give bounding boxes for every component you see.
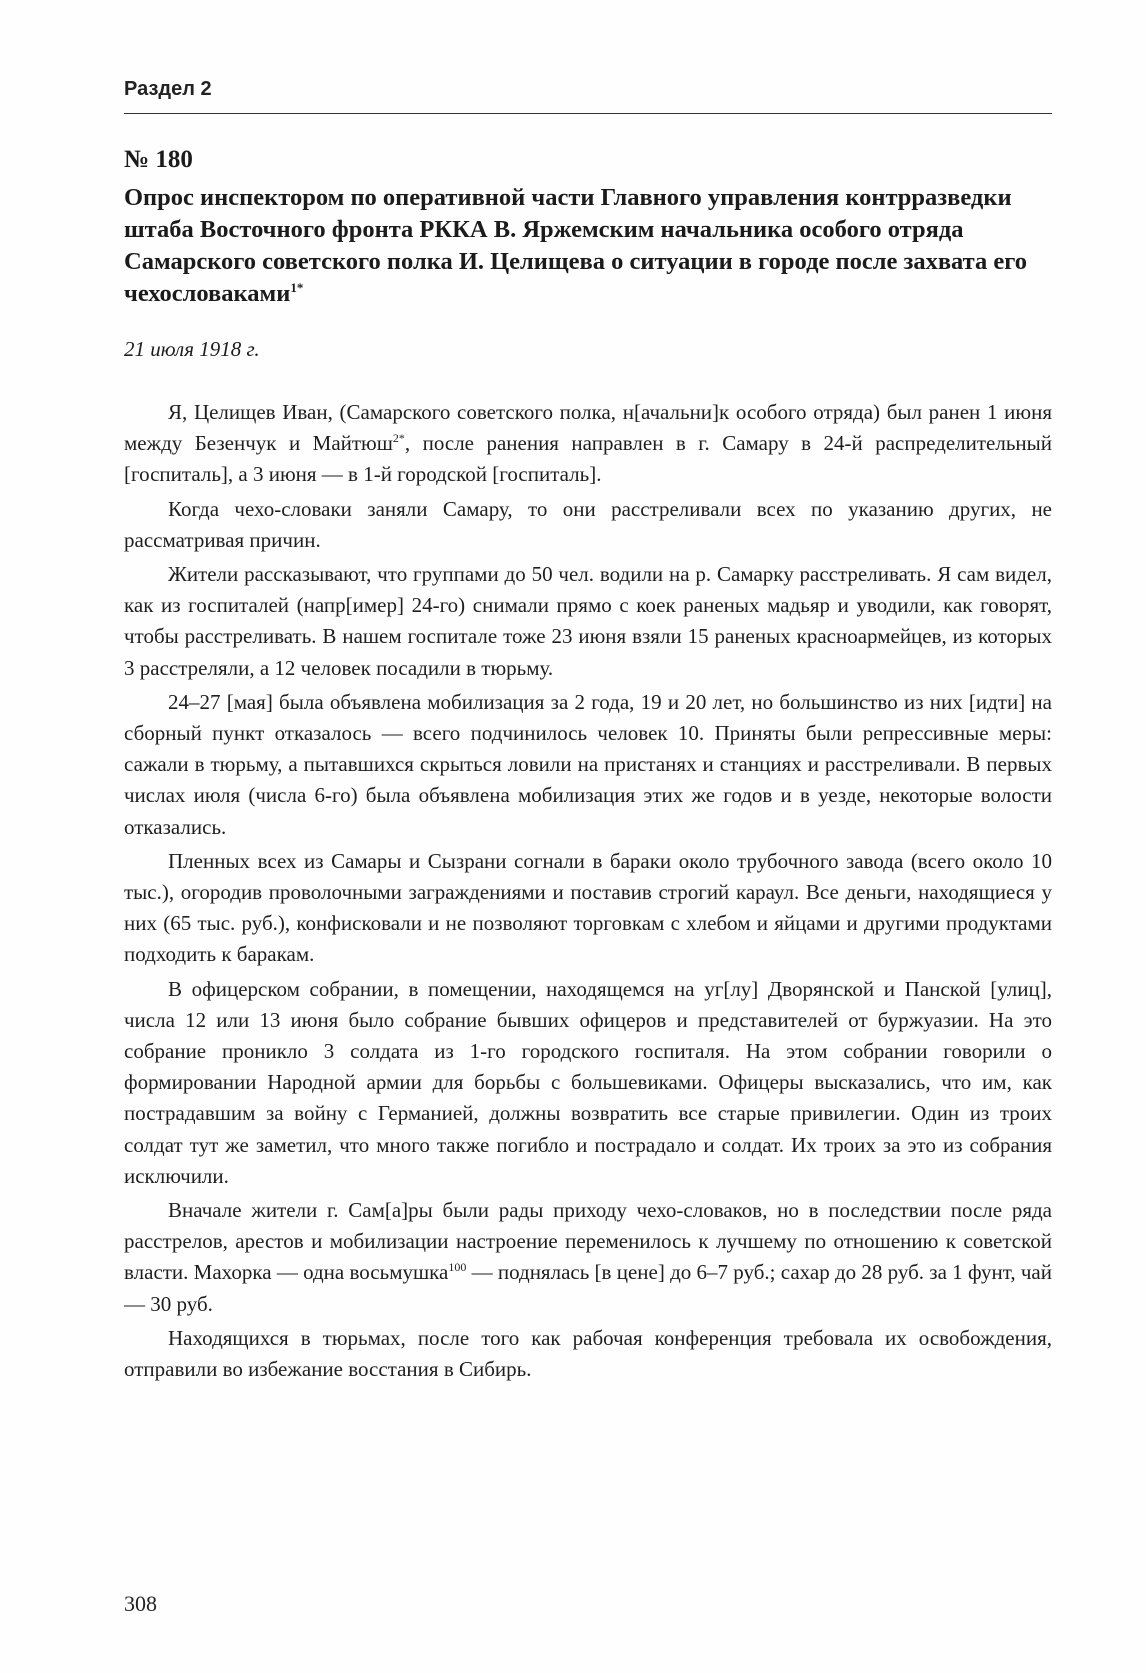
header-rule — [124, 113, 1052, 114]
page-number: 308 — [124, 1591, 157, 1616]
paragraph — [124, 1195, 1052, 1320]
paragraph: Находящихся в тюрьмах, после того как рабочая конференция требовала их освобождения, отправили во избежание восстания в Сибирь. — [124, 1325, 1052, 1382]
document-body — [124, 397, 1052, 1388]
document-title — [124, 182, 1054, 310]
paragraph: 24–27 [мая] была объявлена мобилизация за 2 года, 19 и 20 лет, но большинство из них [идти] на сборный пункт отказалось — всего подчинилось человек 10. Приняты были репрессивные меры: сажали в тюрьму, а пытавшихся скрыться ловили на пристанях и станциях и расстреливали. В первых числах июля (числа 6-го) была объявлена мобилизация этих же годов и в уезде, некоторые волости отказались. — [124, 689, 1052, 839]
running-head: Раздел 2 — [124, 78, 212, 100]
footnote-mark: 100 — [448, 1260, 467, 1275]
paragraph: В офицерском собрании, в помещении, находящемся на уг[лу] Дворянской и Панской [улиц], числа 12 или 13 июня было собрание бывших офицеров и представителей от буржуазии. На это собрание проникло 3 солдата из 1-го городского госпиталя. На этом собрании говорили о формировании Народной армии для борьбы с большевиками. Офицеры высказались, что им, как пострадавшим за войну с Германией, должны возвратить все старые привилегии. Один из троих солдат тут же заметил, что много также погибло и пострадало и солдат. Их троих за это из собрания исключили. — [124, 976, 1052, 1188]
footnote-mark: 2* — [392, 431, 405, 446]
paragraph-text: Я, Целищев Иван, (Самарского советского полка, н[ачальни]к особого отряда) был ранен 1 июня между Безенчук и Майтюш — [124, 400, 1052, 456]
paragraph: Пленных всех из Самары и Сызрани согнали в бараки около трубочного завода (всего около 10 тыс.), огородив проволочными заграждениями и поставив строгий караул. Все деньги, находящиеся у них (65 тыс. руб.), конфисковали и не позволяют торговкам с хлебом и яйцами и другими продуктами подходить к баракам. — [124, 848, 1052, 967]
document-title-text: Опрос инспектором по оперативной части Главного управления контрразведки штаба Восточного фронта РККА В. Яржемским начальника особого отряда Самарского советского полка И. Целищева о ситуации в городе после захвата его чехословаками — [124, 184, 1028, 307]
paragraph-text: — поднялась [в цене] до 6–7 руб.; сахар до 28 руб. за 1 фунт, чай — 30 руб. — [124, 1260, 1052, 1316]
title-footnote-mark: 1* — [290, 279, 304, 295]
paragraph — [124, 397, 1052, 491]
document-number: № 180 — [124, 146, 193, 173]
paragraph-text: , после ранения направлен в г. Самару в 24-й распределительный [госпиталь], а 3 июня — в 1-й городской [госпиталь]. — [124, 431, 1052, 487]
paragraph: Когда чехо-словаки заняли Самару, то они расстреливали всех по указанию других, не рассматривая причин. — [124, 496, 1052, 552]
document-date: 21 июля 1918 г. — [124, 337, 260, 361]
paragraph-text: Вначале жители г. Сам[а]ры были рады приходу чехо-словаков, но в последствии после ряда расстрелов, арестов и мобилизации настроение переменилось к лучшему по отношению к советской власти. Махорка — одна восьмушка — [124, 1198, 1052, 1285]
paragraph: Жители рассказывают, что группами до 50 чел. водили на р. Самарку расстреливать. Я сам видел, как из госпиталей (напр[имер] 24-го) снимали прямо с коек раненых мадьяр и уводили, как говорят, чтобы расстреливать. В нашем госпитале тоже 23 июня взяли 15 раненых красноармейцев, из которых 3 расстреляли, а 12 человек посадили в тюрьму. — [124, 562, 1052, 680]
